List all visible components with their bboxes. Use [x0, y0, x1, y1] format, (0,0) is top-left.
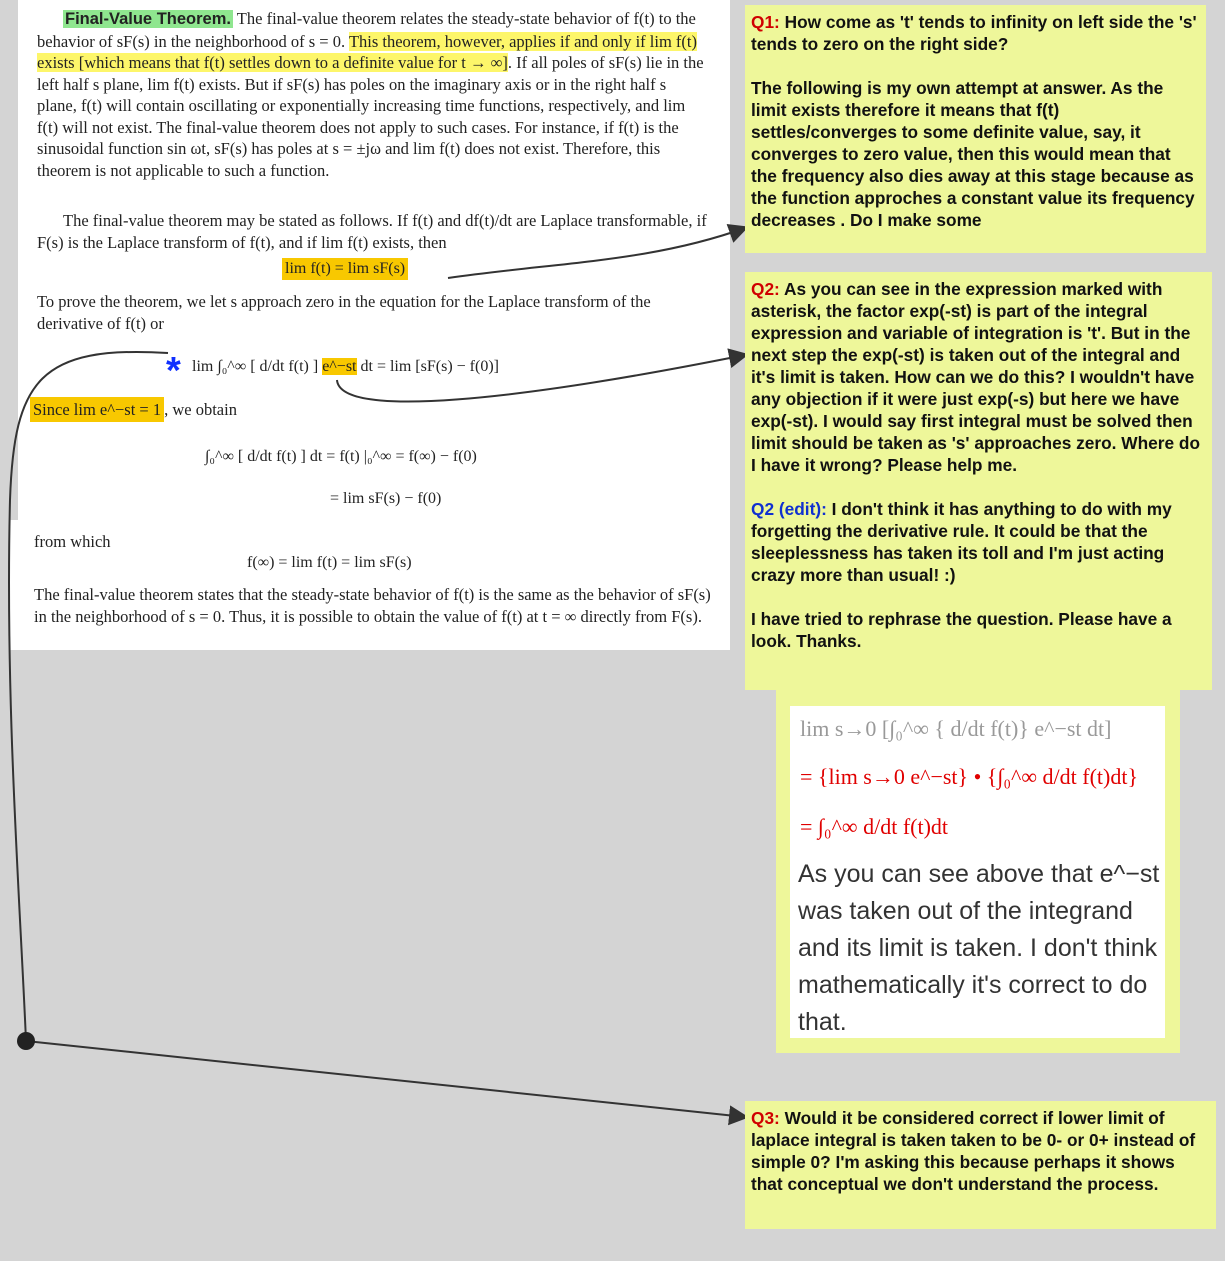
highlight-condition: This theorem, however, applies if and only if lim f(t) exists [which means that f(t) settles down to a definite value for t → ∞]	[37, 31, 697, 72]
equation-final-value: lim f(t) = lim sF(s)	[282, 258, 408, 280]
equation-final: f(∞) = lim f(t) = lim sF(s)	[247, 554, 412, 571]
image-line-3: = ∫₀^∞ d/dt f(t)dt	[800, 814, 949, 839]
since-line: Since lim e^−st = 1 , we obtain	[30, 400, 237, 420]
heading-final-value: Final-Value Theorem.	[65, 10, 231, 28]
arrow-left-loop	[9, 352, 168, 1041]
note-q3: Q3: Would it be considered correct if lower limit of laplace integral is taken taken to be 0- or 0+ instead of simple 0? I'm asking this because perhaps it shows that conceptual we don't understand the process.	[745, 1101, 1216, 1229]
paragraph-4: The final-value theorem states that the steady-state behavior of f(t) is the same as the behavior of sF(s) in the neighborhood of s = 0. Thus, it is possible to obtain the value of f(t) at t = ∞ directly from F(s).	[34, 585, 711, 626]
from-which: from which	[34, 532, 111, 551]
image-line-1: lim s→0 [∫₀^∞ { d/dt f(t)} e^−st dt]	[800, 716, 1112, 741]
highlight-since: Since lim e^−st = 1	[30, 397, 164, 422]
paragraph-3: To prove the theorem, we let s approach zero in the equation for the Laplace transform of the derivative of f(t) or	[37, 292, 651, 333]
paragraph-1: Final-Value Theorem. The final-value theorem relates the steady-state behavior of f(t) to the behavior of sF(s) in the neighborhood of s = 0. This theorem, however, applies if and only if lim f(t) exists [which means that f(t) settles down to a definite value for t → ∞]. If all poles of sF(s) lie in the left half s plane, lim f(t) exists. But if sF(s) has poles on the imaginary axis or in the right half s plane, f(t) will contain oscillating or exponentially increasing time functions, respectively, and lim f(t) will not exist. The final-value theorem does not apply to such cases. For instance, if f(t) is the sinusoidal function sin ωt, sF(s) has poles at s = ±jω and lim f(t) does not exist. Therefore, this theorem is not applicable to such a function.	[37, 9, 704, 180]
image-explanation: As you can see above that e^−st was taken out of the integrand and its limit is taken. I don't think mathematically it's correct to do that.	[798, 860, 1160, 1036]
asterisk-marker: *	[166, 350, 181, 392]
note-q1: Q1: How come as 't' tends to infinity on left side the 's' tends to zero on the right side? The following is my own attempt at answer. As the limit exists therefore it means that f(t) settles/converges to some definite value, say, it converges to zero value, then this would mean that the frequency also dies away at this stage because as the function approches a constant value its frequency decreases . Do I make some	[745, 5, 1206, 253]
equation-integral: ∫₀^∞ [ d/dt f(t) ] dt = f(t) |₀^∞ = f(∞) − f(0)	[205, 448, 477, 465]
image-line-2: = {lim s→0 e^−st} • {∫₀^∞ d/dt f(t)dt}	[800, 764, 1139, 789]
highlight-exp-st: e^−st	[322, 358, 357, 375]
arrow-q3	[26, 1041, 745, 1117]
connector-dot	[17, 1032, 35, 1050]
paragraph-2: The final-value theorem may be stated as follows. If f(t) and df(t)/dt are Laplace transformable, if F(s) is the Laplace transform of f(t), and if lim f(t) exists, then	[37, 211, 707, 252]
equation-integral-result: = lim sF(s) − f(0)	[330, 490, 442, 507]
equation-starred: lim ∫₀^∞ [ d/dt f(t) ] e^−st dt = lim [sF(s) − f(0)]	[192, 358, 499, 375]
note-q2: Q2: As you can see in the expression marked with asterisk, the factor exp(-st) is part of the integral expression and variable of integration is 't'. But in the next step the exp(-st) is taken out of the integral and it's limit is taken. How can we do this? I wouldn't have any objection if it were just exp(-s) but here we have exp(-st). I would say first integral must be solved then limit should be taken as 's' approaches zero. Where do I have it wrong? Please help me. Q2 (edit): I don't think it has anything to do with my forgetting the derivative rule. It could be that the sleeplessness has taken its toll and I'm just acting crazy more than usual! :) I have tried to rephrase the question. Please have a look. Thanks.	[745, 272, 1212, 690]
note-q2-image	[790, 706, 1165, 1038]
